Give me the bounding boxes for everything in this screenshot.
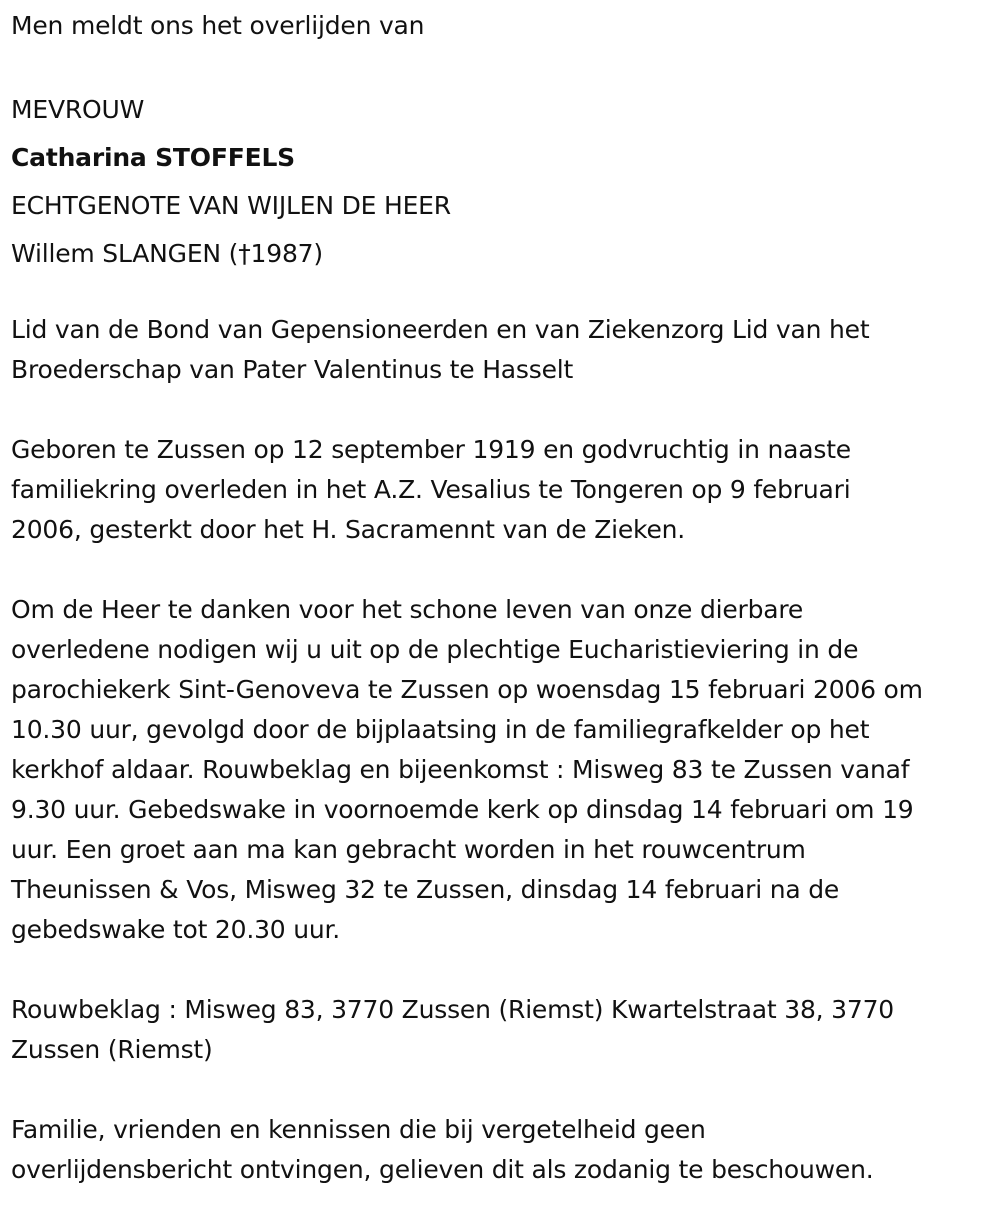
paragraph-line: parochiekerk Sint-Genoveva te Zussen op woensdag 15 februari 2006 om bbox=[11, 675, 923, 704]
paragraph-line: 10.30 uur, gevolgd door de bijplaatsing in de familiegrafkelder op het bbox=[11, 715, 870, 744]
salutation: MEVROUW bbox=[11, 95, 145, 124]
deceased-name: Catharina STOFFELS bbox=[11, 143, 295, 172]
spouse-line: Willem SLANGEN (†1987) bbox=[11, 239, 323, 268]
relation-line: ECHTGENOTE VAN WIJLEN DE HEER bbox=[11, 191, 451, 220]
paragraph-line: gebedswake tot 20.30 uur. bbox=[11, 915, 341, 944]
paragraph-line: Theunissen & Vos, Misweg 32 te Zussen, dinsdag 14 februari na de bbox=[11, 875, 840, 904]
paragraph-line: 9.30 uur. Gebedswake in voornoemde kerk op dinsdag 14 februari om 19 bbox=[11, 795, 914, 824]
membership-paragraph bbox=[11, 310, 869, 390]
condolence-address-paragraph bbox=[11, 990, 894, 1070]
closing-paragraph bbox=[11, 1110, 874, 1190]
paragraph-line: Zussen (Riemst) bbox=[11, 1035, 213, 1064]
paragraph-line: 2006, gesterkt door het H. Sacramennt van de Zieken. bbox=[11, 515, 686, 544]
paragraph-line: kerkhof aldaar. Rouwbeklag en bijeenkomst : Misweg 83 te Zussen vanaf bbox=[11, 755, 910, 784]
birth-death-paragraph bbox=[11, 430, 851, 550]
deceased-header bbox=[11, 86, 451, 278]
intro-line: Men meldt ons het overlijden van bbox=[11, 11, 425, 40]
paragraph-line: overlijdensbericht ontvingen, gelieven dit als zodanig te beschouwen. bbox=[11, 1155, 874, 1184]
paragraph-line: overledene nodigen wij u uit op de plechtige Eucharistieviering in de bbox=[11, 635, 859, 664]
paragraph-line: Lid van de Bond van Gepensioneerden en van Ziekenzorg Lid van het bbox=[11, 315, 870, 344]
paragraph-line: Familie, vrienden en kennissen die bij vergetelheid geen bbox=[11, 1115, 706, 1144]
paragraph-line: Rouwbeklag : Misweg 83, 3770 Zussen (Riemst) Kwartelstraat 38, 3770 bbox=[11, 995, 894, 1024]
paragraph-line: Om de Heer te danken voor het schone leven van onze dierbare bbox=[11, 595, 804, 624]
paragraph-line: familiekring overleden in het A.Z. Vesalius te Tongeren op 9 februari bbox=[11, 475, 851, 504]
paragraph-line: Broederschap van Pater Valentinus te Hasselt bbox=[11, 355, 574, 384]
ceremony-paragraph bbox=[11, 590, 923, 950]
paragraph-line: Geboren te Zussen op 12 september 1919 en godvruchtig in naaste bbox=[11, 435, 851, 464]
paragraph-line: uur. Een groet aan ma kan gebracht worden in het rouwcentrum bbox=[11, 835, 806, 864]
